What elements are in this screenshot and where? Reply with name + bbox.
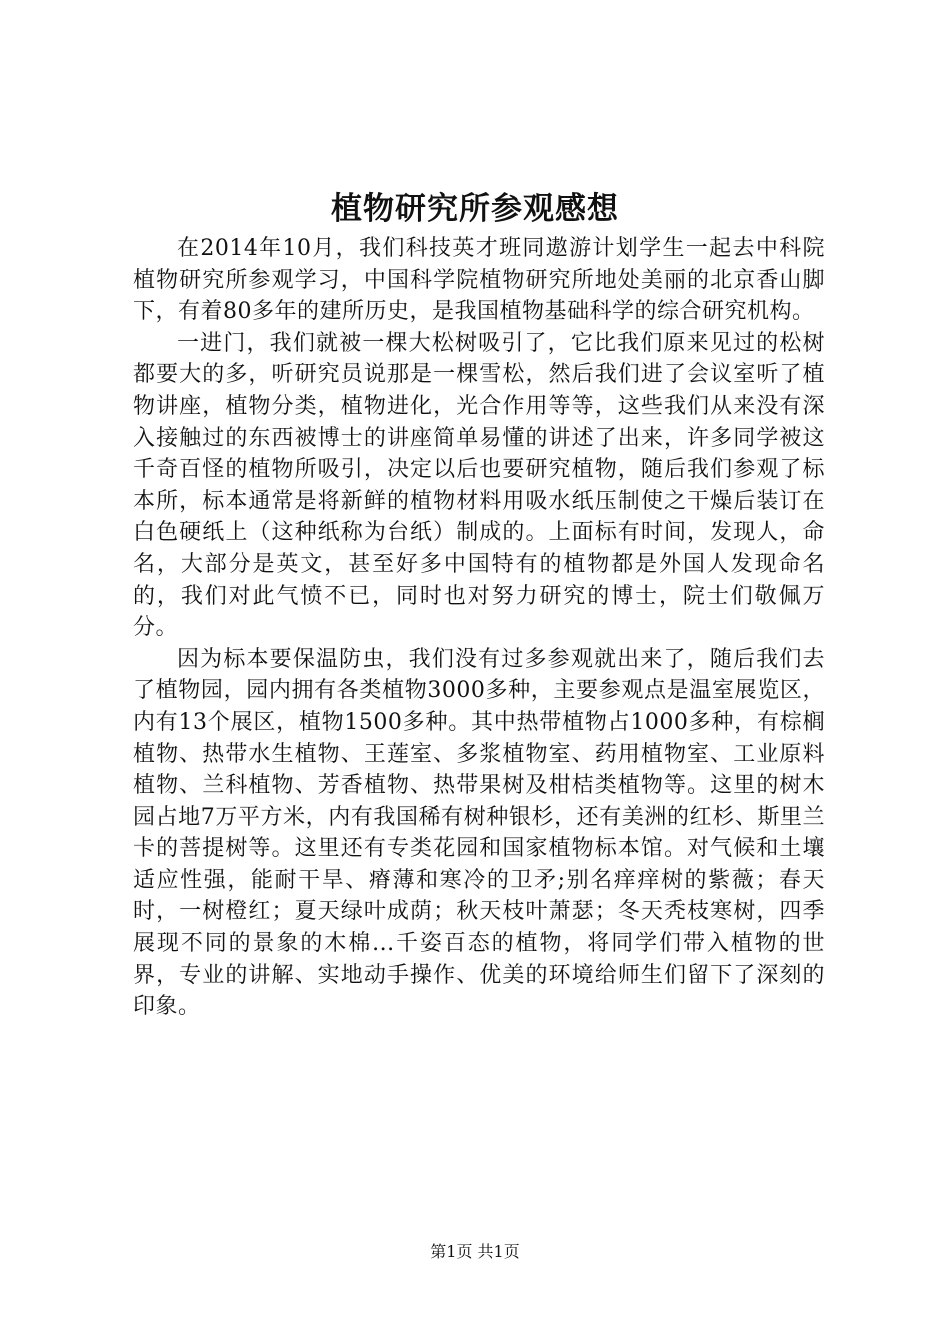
page-title: 植物研究所参观感想	[331, 191, 619, 227]
paragraph-3: 因为标本要保温防虫，我们没有过多参观就出来了，随后我们去了植物园，园内拥有各类植物3000多种，主要参观点是温室展览区，内有13个展区，植物1500多种。其中热带植物占1000多种，有棕榈植物、热带水生植物、王莲室、多浆植物室、药用植物室、工业原料植物、兰科植物、芳香植物、热带果树及柑桔类植物等。这里的树木园占地7万平方米，内有我国稀有树种银杉，还有美洲的红杉、斯里兰卡的菩提树等。这里还有专类花园和国家植物标本馆。对气候和土壤适应性强，能耐干旱、瘠薄和寒冷的卫矛;别名痒痒树的紫薇；春天时，一树橙红；夏天绿叶成荫；秋天枝叶萧瑟；冬天秃枝寒树，四季展现不同的景象的木棉...千姿百态的植物，将同学们带入植物的世界，专业的讲解、实地动手操作、优美的环境给师生们留下了深刻的印象。	[133, 646, 825, 1020]
page-number-footer: 第1页 共1页	[430, 1242, 520, 1261]
document-body	[133, 233, 825, 1023]
paragraph-1: 在2014年10月，我们科技英才班同遨游计划学生一起去中科院植物研究所参观学习，中国科学院植物研究所地处美丽的北京香山脚下，有着80多年的建所历史，是我国植物基础科学的综合研究机构。	[133, 236, 825, 325]
paragraph-2: 一进门，我们就被一棵大松树吸引了，它比我们原来见过的松树都要大的多，听研究员说那是一棵雪松，然后我们进了会议室听了植物讲座，植物分类，植物进化，光合作用等等，这些我们从来没有深入接触过的东西被博士的讲座简单易懂的讲述了出来，许多同学被这千奇百怪的植物所吸引，决定以后也要研究植物，随后我们参观了标本所，标本通常是将新鲜的植物材料用吸水纸压制使之干燥后装订在白色硬纸上（这种纸称为台纸）制成的。上面标有时间，发现人，命名，大部分是英文，甚至好多中国特有的植物都是外国人发现命名的，我们对此气愤不已，同时也对努力研究的博士，院士们敬佩万分。	[133, 330, 825, 641]
